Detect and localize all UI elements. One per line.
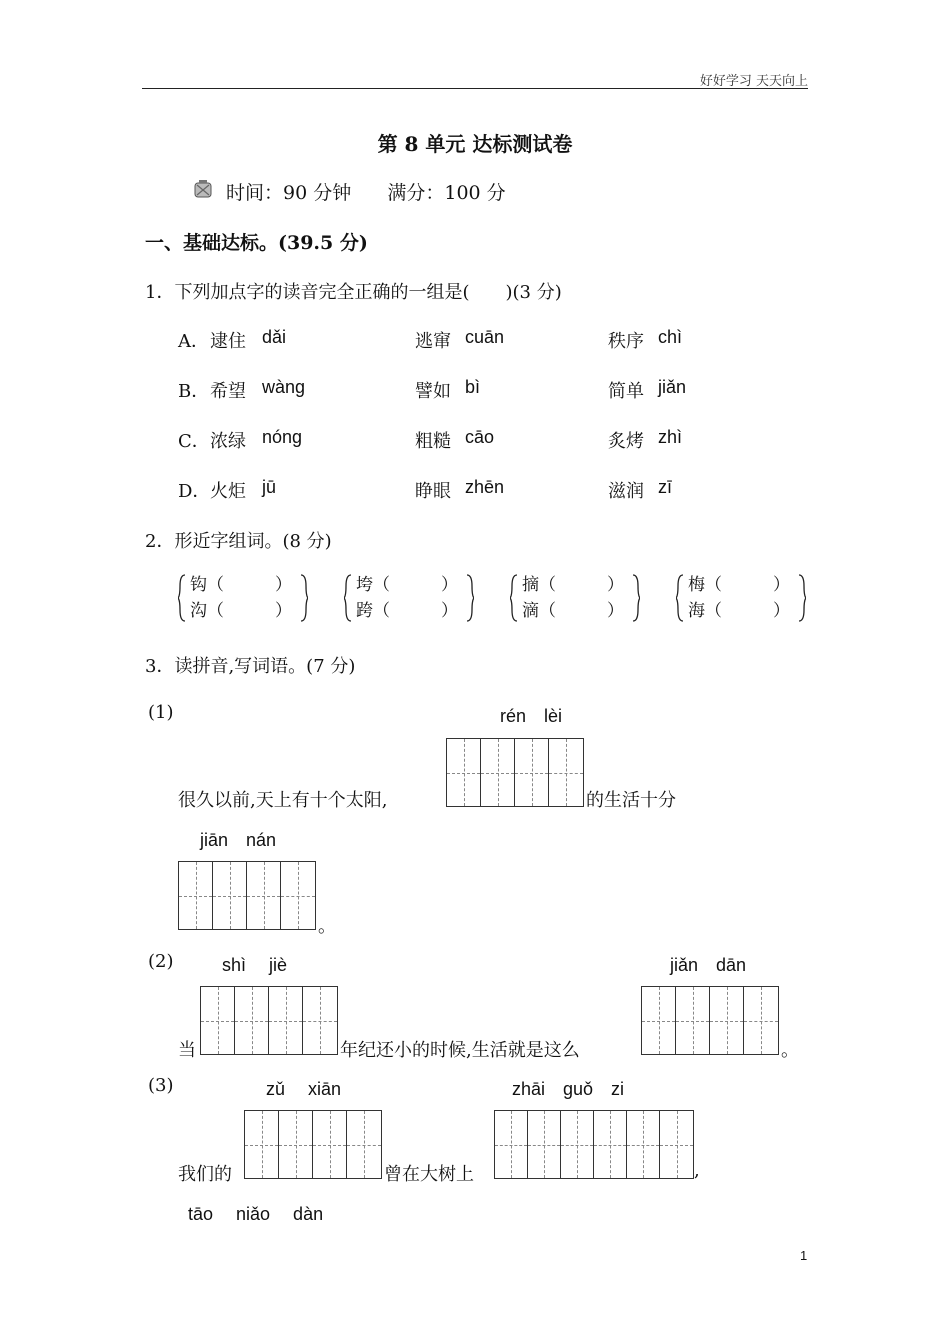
sentence-1-text-a: 很久以前,天上有十个太阳, [178,790,388,811]
sentence-1-end: 。 [318,916,336,937]
writing-grid-3a[interactable] [244,1110,382,1179]
answer-blank[interactable]: （ ） [705,601,790,621]
page-number: 1 [800,1248,808,1263]
pair-char: 摘 [522,575,539,595]
answer-blank[interactable]: （ ） [539,601,624,621]
answer-blank[interactable]: （ ） [539,575,624,595]
sentence-3-end: , [694,1160,700,1181]
answer-blank[interactable]: （ ） [705,575,790,595]
subquestion-1-number: (1) [148,702,174,723]
question-1-stem: 1．下列加点字的读音完全正确的一组是( )(3 分) [145,282,562,303]
sentence-2-text-b: 年纪还小的时候,生活就是这么 [340,1040,580,1061]
pinyin-2a: shì jiè [222,955,288,975]
writing-grid-1b[interactable] [178,861,316,930]
section-title: 一、基础达标。(39.5 分) [145,232,368,254]
pair-char: 钩 [190,575,207,595]
answer-blank[interactable]: （ ） [373,575,458,595]
writing-grid-2b[interactable] [641,986,779,1055]
pinyin-3b: zhāi guǒ zi [512,1079,625,1099]
pair-char: 海 [688,601,705,621]
pinyin-3a: zǔ xiān [266,1079,342,1099]
pinyin-3c: tāo niǎo dàn [188,1204,324,1224]
sentence-2-end: 。 [781,1040,799,1061]
pair-char: 跨 [356,601,373,621]
sentence-3-text-a: 我们的 [178,1164,232,1185]
writing-grid-1a[interactable] [446,738,584,807]
pair-char: 梅 [688,575,705,595]
header-text: 好好学习 天天向上 [699,74,808,89]
page-title: 第 8 单元 达标测试卷 [377,132,573,156]
answer-blank[interactable]: （ ） [373,601,458,621]
writing-grid-3b[interactable] [494,1110,694,1179]
sentence-1-text-b: 的生活十分 [586,790,676,811]
clock-icon [190,179,216,201]
subquestion-2-number: (2) [148,951,174,972]
pair-char: 沟 [190,601,207,621]
subquestion-3-number: (3) [148,1075,174,1096]
pinyin-1a: rén lèi [500,706,563,726]
answer-blank[interactable]: （ ） [207,601,292,621]
answer-blank[interactable]: （ ） [207,575,292,595]
pair-char: 垮 [356,575,373,595]
pair-char: 滴 [522,601,539,621]
exam-time: 时间：90 分钟 [226,182,352,204]
sentence-3-text-b: 曾在大树上 [384,1164,474,1185]
header-rule [142,88,808,89]
question-3-stem: 3．读拼音,写词语。(7 分) [145,656,356,677]
pinyin-1b: jiān nán [200,830,277,850]
pinyin-2b: jiǎn dān [670,955,747,975]
writing-grid-2a[interactable] [200,986,338,1055]
exam-meta [190,178,506,205]
sentence-2-text-a: 当 [178,1040,196,1061]
question-2-stem: 2．形近字组词。(8 分) [145,531,332,552]
exam-score: 满分：100 分 [387,182,506,204]
